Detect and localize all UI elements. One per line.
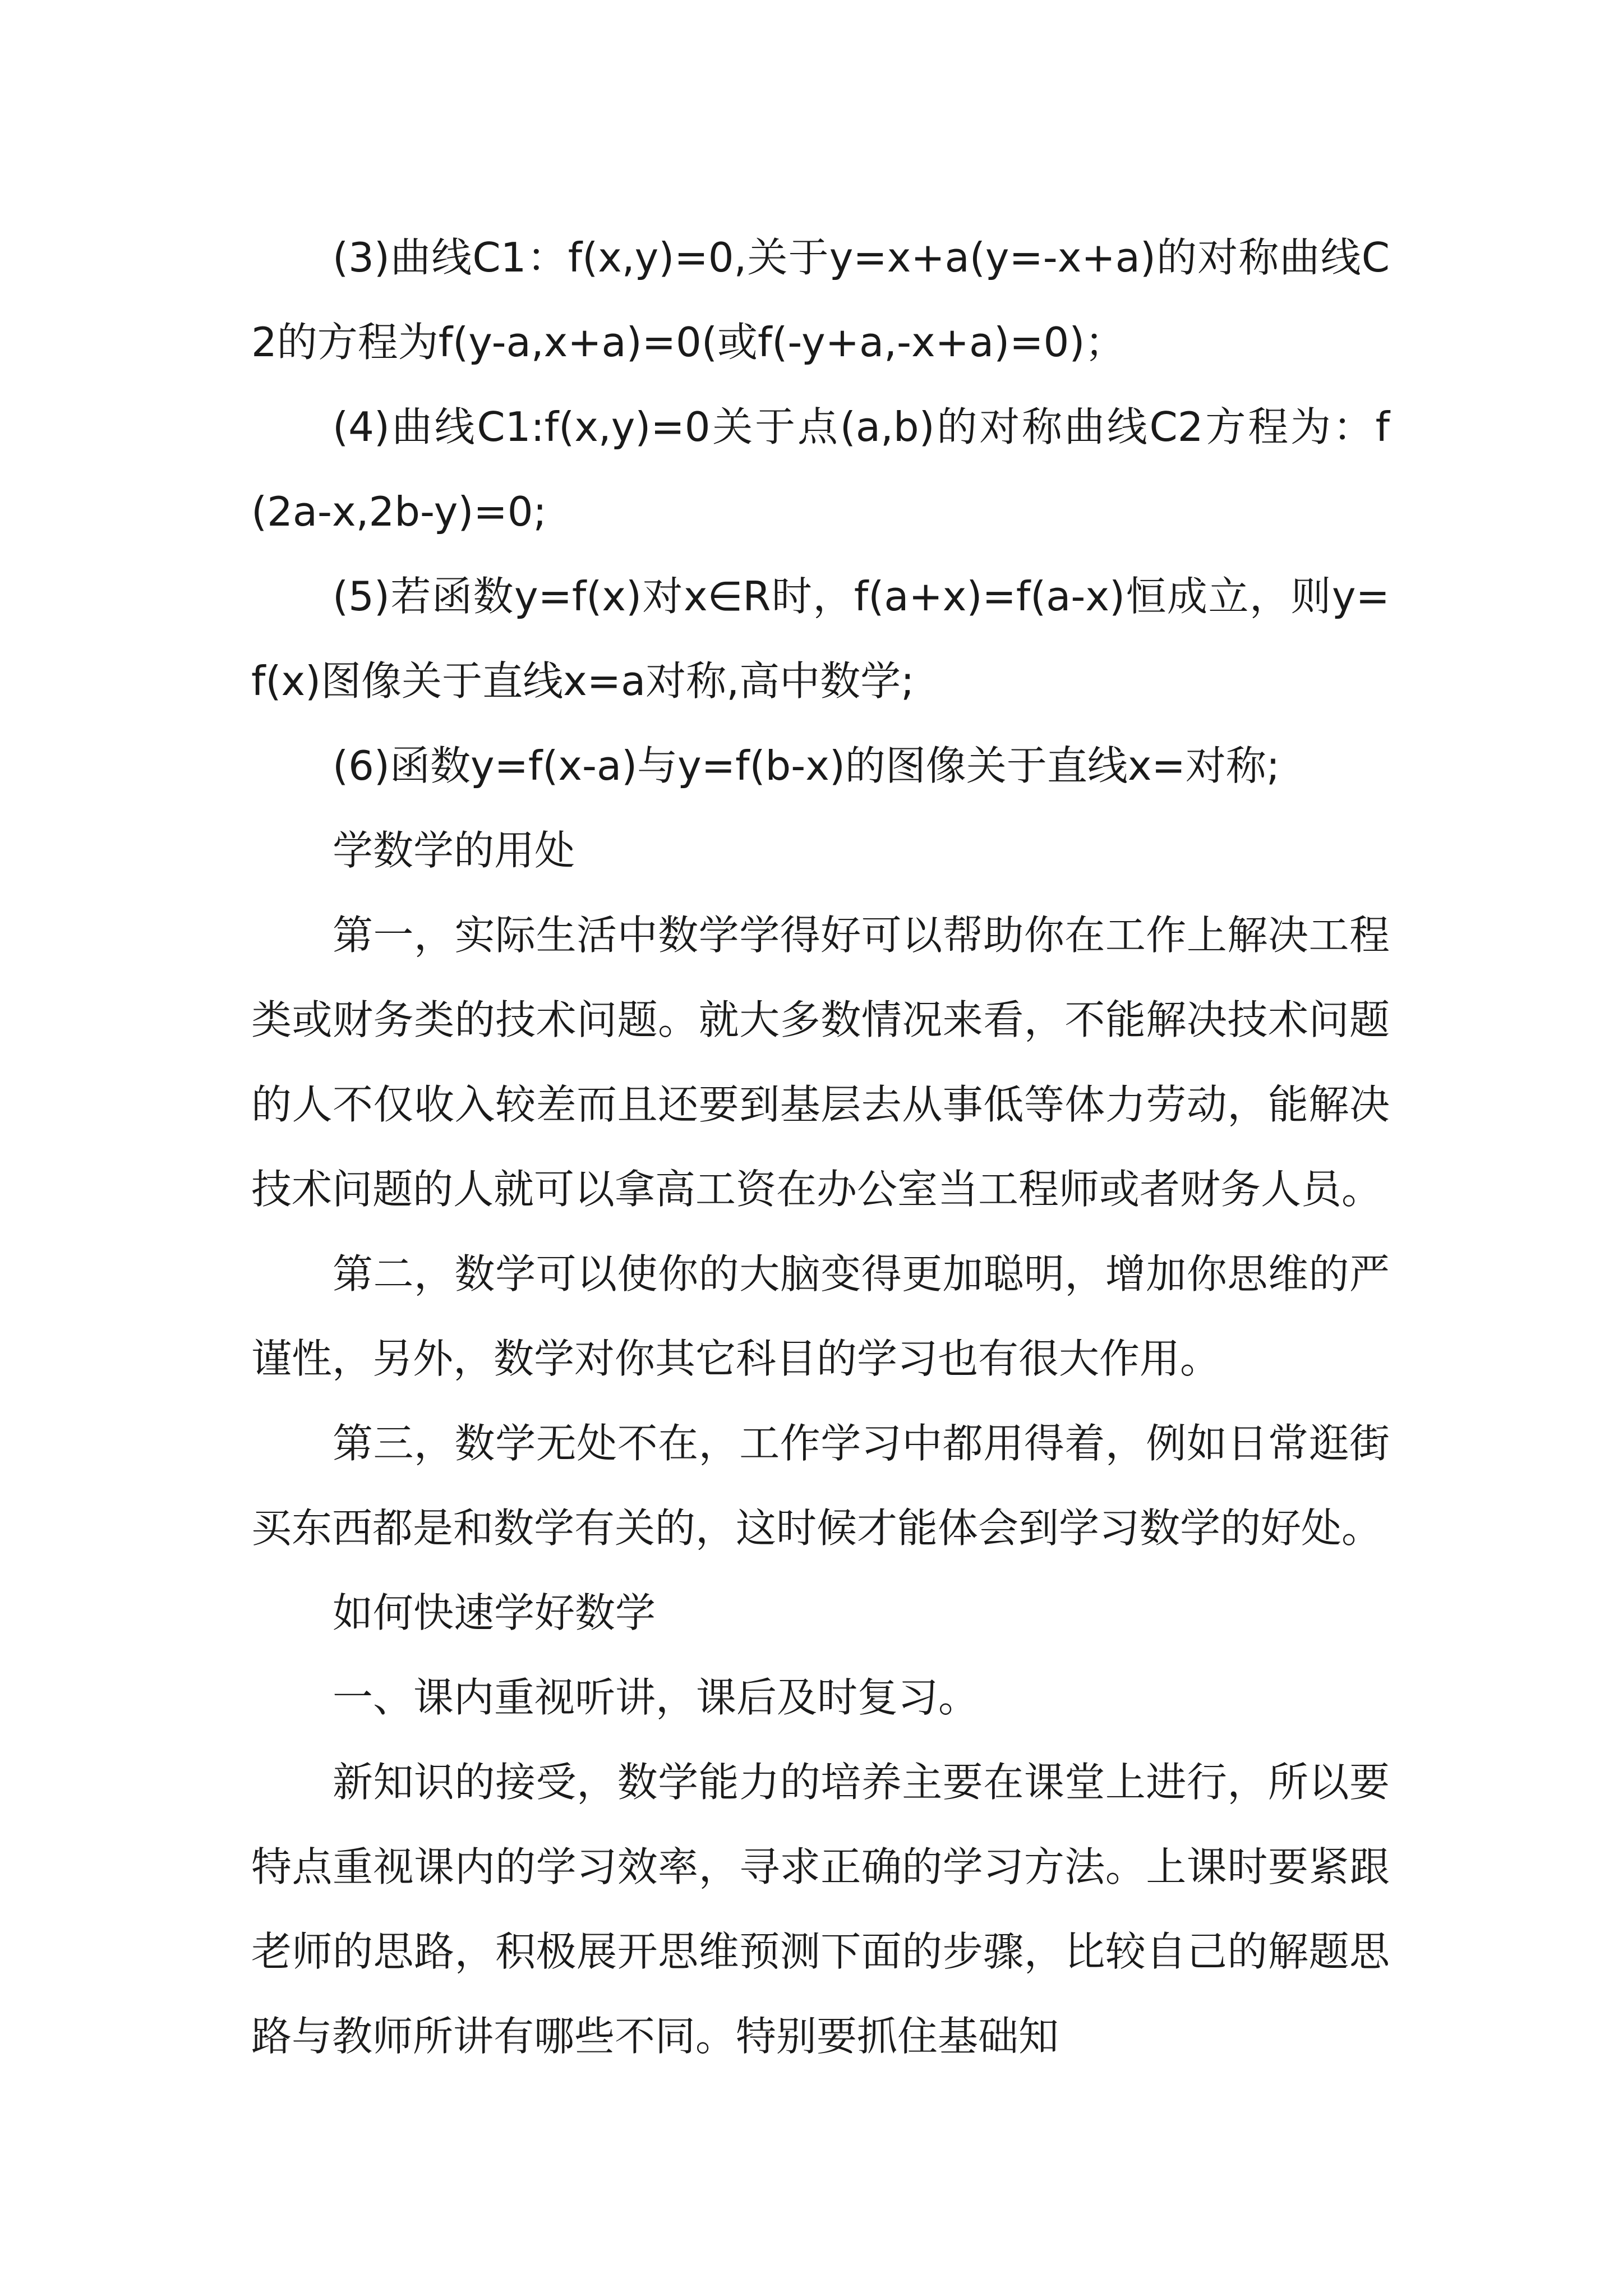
section-heading-uses: 学数学的用处 <box>333 827 575 874</box>
paragraph-second: 第二，数学可以使你的大脑变得更加聪明，增加你思维的严谨性，另外，数学对你其它科目的学习也有很大作用。 <box>251 1250 1390 1382</box>
paragraph-symmetry-4: (4)曲线C1:f(x,y)=0关于点(a,b)的对称曲线C2方程为：f(2a-x,2b-y)=0; <box>251 403 1390 535</box>
paragraph-symmetry-3: (3)曲线C1：f(x,y)=0,关于y=x+a(y=-x+a)的对称曲线C2的方程为f(y-a,x+a)=0(或f(-y+a,-x+a)=0)； <box>251 234 1390 366</box>
paragraph-symmetry-5: (5)若函数y=f(x)对x∈R时，f(a+x)=f(a-x)恒成立，则y=f(x)图像关于直线x=a对称,高中数学; <box>251 573 1390 705</box>
subheading-listen-review: 一、课内重视听讲，课后及时复习。 <box>333 1674 979 1721</box>
section-heading-how-to-learn: 如何快速学好数学 <box>333 1589 656 1636</box>
paragraph-first: 第一，实际生活中数学学得好可以帮助你在工作上解决工程类或财务类的技术问题。就大多数情况来看，不能解决技术问题的人不仅收入较差而且还要到基层去从事低等体力劳动，能解决技术问题的人就可以拿高工资在办公室当工程师或者财务人员。 <box>251 912 1390 1213</box>
paragraph-third: 第三，数学无处不在，工作学习中都用得着，例如日常逛街买东西都是和数学有关的，这时候才能体会到学习数学的好处。 <box>251 1420 1390 1552</box>
paragraph-symmetry-6: (6)函数y=f(x-a)与y=f(b-x)的图像关于直线x=对称; <box>333 742 1280 789</box>
paragraph-new-knowledge: 新知识的接受，数学能力的培养主要在课堂上进行，所以要特点重视课内的学习效率，寻求正确的学习方法。上课时要紧跟老师的思路，积极展开思维预测下面的步骤，比较自己的解题思路与教师所讲有哪些不同。特别要抓住基础知 <box>251 1759 1390 2060</box>
document-body <box>251 215 1390 2079</box>
